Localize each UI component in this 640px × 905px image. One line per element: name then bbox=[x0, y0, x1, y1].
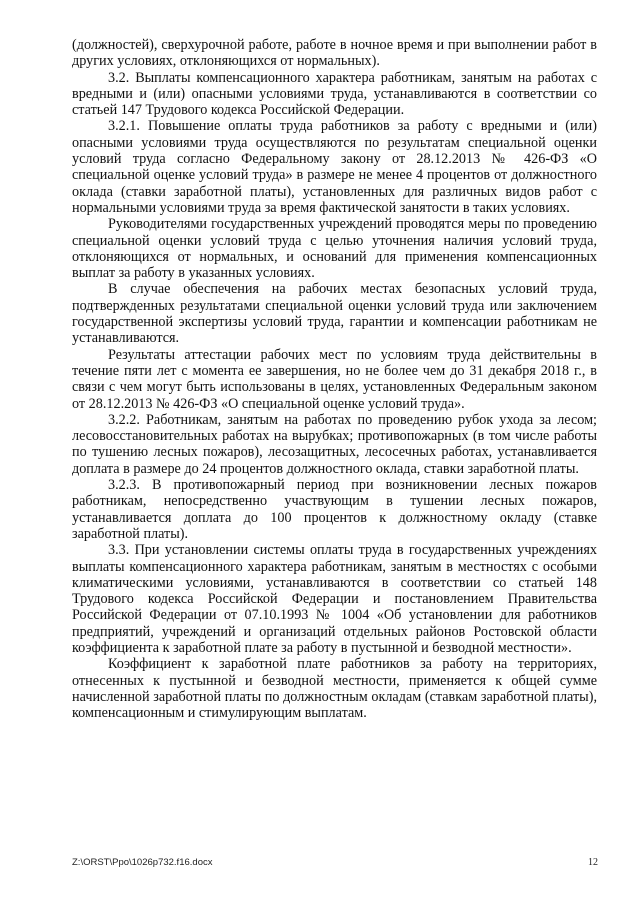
paragraph-3-2-2: 3.2.2. Работникам, занятым на работах по проведению рубок ухода за лесом; лесовосстановительных работах на вырубках; противопожарных (в том числе работы по тушению лесных пожаров), лесозащитных, лесосечных работах, устанавливается доплата в размере до 24 процентов должностного оклада, ставки заработной платы. bbox=[72, 411, 597, 477]
paragraph-3-2: 3.2. Выплаты компенсационного характера работникам, занятым на работах с вредными и (или) опасными условиями труда, устанавливаются в соответствии со статьей 147 Трудового кодекса Российской Федерации. bbox=[72, 69, 597, 119]
paragraph-special-assessment: Руководителями государственных учреждений проводятся меры по проведению специальной оценки условий труда с целью уточнения наличия условий труда, отклоняющихся от нормальных, и оснований для применения компенсационных выплат за работу в указанных условиях. bbox=[72, 216, 597, 282]
file-path: Z:\ORST\Ppo\1026p732.f16.docx bbox=[72, 857, 213, 868]
paragraph-coefficient: Коэффициент к заработной плате работников за работу на территориях, отнесенных к пустынной и безводной местности, применяется к общей сумме начисленной заработной платы по должностным окладам (ставкам заработной платы), компенсационным и стимулирующим выплатам. bbox=[72, 656, 597, 722]
paragraph-3-3: 3.3. При установлении системы оплаты труда в государственных учреждениях выплаты компенсационного характера работникам, занятым в местностях с особыми климатическими условиями, устанавливаются в соответствии со статьей 148 Трудового кодекса Российской Федерации и постановлением Правительства Российской Федерации от 07.10.1993 № 1004 «Об установлении для работников предприятий, учреждений и организаций отдельных районов Ростовской области коэффициента к заработной плате за работу в пустынной и безводной местности». bbox=[72, 542, 597, 656]
paragraph-attestation-results: Результаты аттестации рабочих мест по условиям труда действительны в течение пяти лет с момента ее завершения, но не более чем до 31 декабря 2018 г., в связи с чем могут быть использованы в целях, установленных Федеральным законом от 28.12.2013 № 426-ФЗ «О специальной оценке условий труда». bbox=[72, 346, 597, 412]
paragraph-3-2-1: 3.2.1. Повышение оплаты труда работников за работу с вредными и (или) опасными условиями труда осуществляются по результатам специальной оценки условий труда согласно Федеральному закону от 28.12.2013 № 426-ФЗ «О специальной оценке условий труда» в размере не менее 4 процентов от должностного оклада (ставки заработной платы), установленных для различных видов работ с нормальными условиями труда за время фактической занятости в таких условиях. bbox=[72, 118, 597, 216]
paragraph-3-2-3: 3.2.3. В противопожарный период при возникновении лесных пожаров работникам, непосредственно участвующим в тушении лесных пожаров, устанавливается доплата до 100 процентов к должностному окладу (ставке заработной платы). bbox=[72, 477, 597, 542]
paragraph-safe-conditions: В случае обеспечения на рабочих местах безопасных условий труда, подтвержденных результатами специальной оценки условий труда или заключением государственной экспертизы условий труда, гарантии и компенсации работникам не устанавливаются. bbox=[72, 281, 597, 347]
document-body bbox=[72, 37, 597, 721]
paragraph-continuation: (должностей), сверхурочной работе, работе в ночное время и при выполнении работ в других условиях, отклоняющихся от нормальных). bbox=[72, 37, 597, 70]
page-number: 12 bbox=[588, 857, 598, 868]
